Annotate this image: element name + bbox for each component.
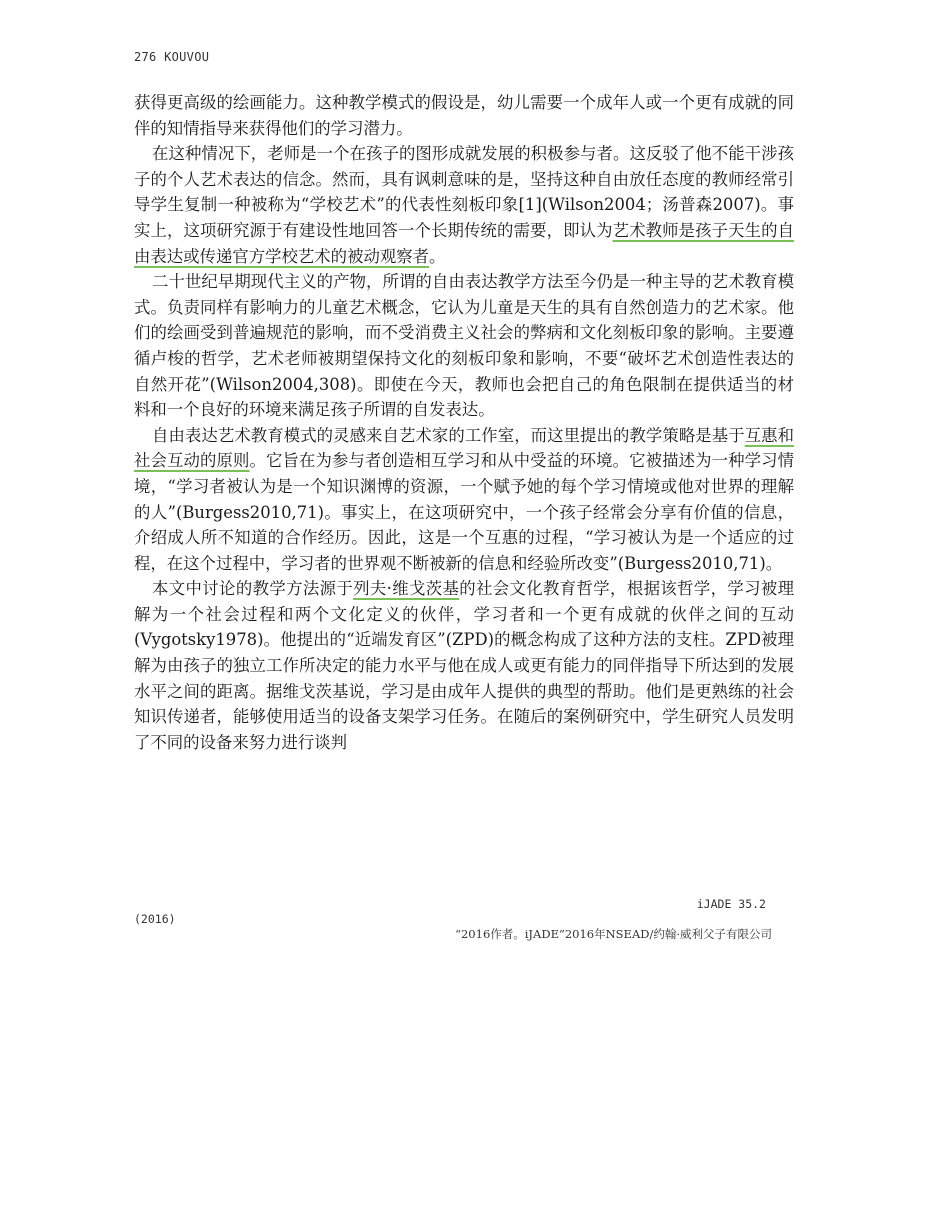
paragraph-2-underlined-phrase[interactable]: 艺术教师是孩子天生的自由表达或传递官方学校艺术的被动观察者 — [134, 220, 795, 266]
paragraph-5-text-a: 本文中讨论的教学方法源于 — [152, 579, 354, 599]
paragraph-4-text-a: 自由表达艺术教育模式的灵感来自艺术家的工作室，而这里提出的教学策略是基于 — [152, 425, 745, 445]
paragraph-5-underlined-name[interactable]: 列夫·维戈茨基 — [353, 579, 460, 599]
body-text — [134, 90, 794, 755]
paragraph-5-text-b: 的社会文化教育哲学，根据该哲学，学习被理解为一个社会过程和两个文化定义的伙伴，学习者和一个更有成就的伙伴之间的互动(Vygotsky1978)。他提出的“近端发育区”(ZPD)的概念构成了这种方法的支柱。ZPD被理解为由孩子的独立工作所决定的能力水平与他在成人或更有能力的同伴指导下所达到的发展水平之间的距离。据维戈茨基说，学习是由成年人提供的典型的帮助。他们是更熟练的社会知识传递者，能够使用适当的设备支架学习任务。在随后的案例研究中，学生研究人员发明了不同的设备来努力进行谈判 — [134, 579, 795, 752]
footer-copyright: “2016作者。iJADE”2016年NSEAD/约翰·威利父子有限公司 — [455, 927, 772, 941]
paragraph-2-text-a: 在这种情况下，老师是一个在孩子的图形成就发展的积极参与者。这反驳了他不能干涉孩子的个人艺术表达的信念。然而，具有讽刺意味的是，坚持这种自由放任态度的教师经常引导学生复制一种被称为“学校艺术”的代表性刻板印象[1](Wilson2004；汤普森2007)。事实上，这项研究源于有建设性地回答一个长期传统的需要，即认为 — [134, 144, 794, 240]
paragraph-4-underlined-phrase[interactable]: 互惠和社会互动的原则 — [134, 425, 795, 471]
paragraph-1: 获得更高级的绘画能力。这种教学模式的假设是，幼儿需要一个成年人或一个更有成就的同伴的知情指导来获得他们的学习潜力。 — [134, 93, 794, 138]
paragraph-2-text-b: 。 — [429, 246, 446, 266]
footer-year: (2016) — [134, 912, 176, 926]
running-head: 276 KOUVOU — [134, 50, 210, 64]
footer-volume: iJADE 35.2 — [696, 897, 766, 911]
paragraph-2 — [134, 141, 794, 269]
paragraph-4 — [134, 423, 794, 577]
paragraph-5 — [134, 576, 794, 755]
paragraph-3: 二十世纪早期现代主义的产物，所谓的自由表达教学方法至今仍是一种主导的艺术教育模式。负责同样有影响力的儿童艺术概念，它认为儿童是天生的具有自然创造力的艺术家。他们的绘画受到普遍规范的影响，而不受消费主义社会的弊病和文化刻板印象的影响。主要遵循卢梭的哲学，艺术老师被期望保持文化的刻板印象和影响，不要“破坏艺术创造性表达的自然开花”(Wilson2004,308)。即使在今天，教师也会把自己的角色限制在提供适当的材料和一个良好的环境来满足孩子所谓的自发表达。 — [134, 272, 794, 420]
paragraph-4-text-b: 。它旨在为参与者创造相互学习和从中受益的环境。它被描述为一种学习情境，“学习者被认为是一个知识渊博的资源，一个赋予她的每个学习情境或他对世界的理解的人”(Burgess2010,71)。事实上，在这项研究中，一个孩子经常会分享有价值的信息，介绍成人所不知道的合作经历。因此，这是一个互惠的过程，“学习被认为是一个适应的过程，在这个过程中，学习者的世界观不断被新的信息和经验所改变”(Burgess2010,71)。 — [134, 451, 795, 573]
